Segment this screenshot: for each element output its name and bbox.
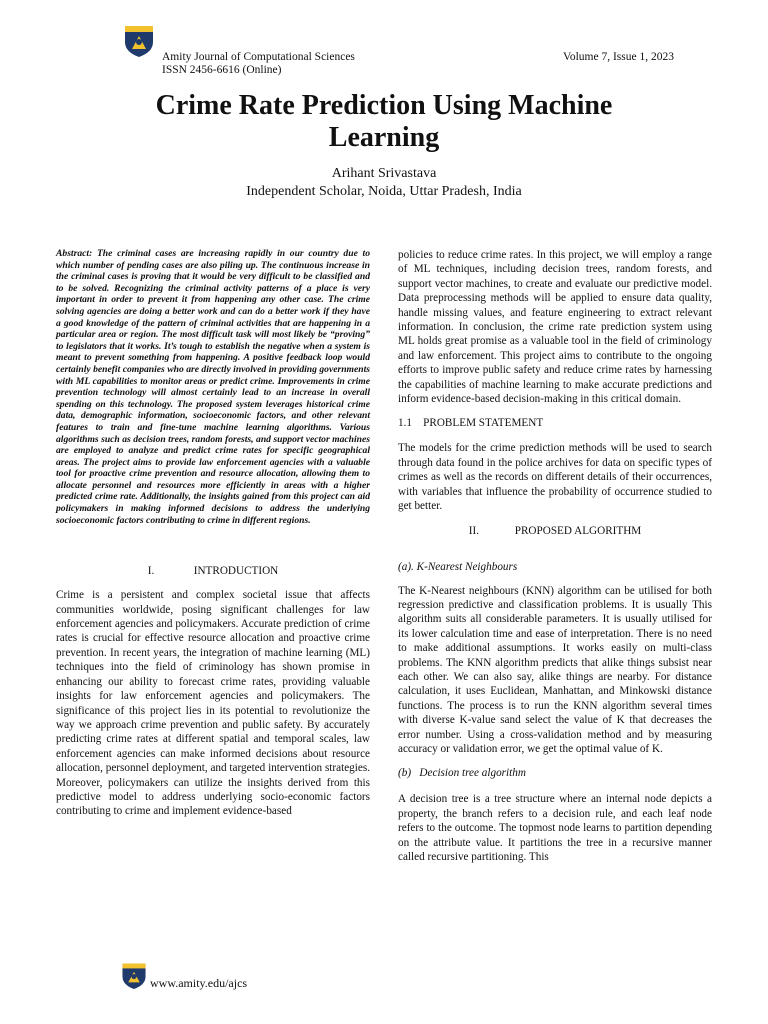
knn-text: The K-Nearest neighbours (KNN) algorithm can be utilised for both regression predictive and classification problems. It is usually This algorithm suits all considerable parameters. It is usually utilised for its lower calculation time and ease of interpretation. There is no need to make additional assumptions. It works easily on multi-class problems. The KNN algorithm predicts that alike things subsist near each other. We can also say, alike things are nearby. For distance calculation, it uses Euclidean, Manhattan, and Minkowski distance functions. The process is to run the KNN algorithm several times with diverse K-value sand select the value of K that decreases the error number. Using a cross-validation method and by measuring accuracy or validation error, we get the optimal value of K.: [398, 584, 712, 755]
amity-footer-logo: [120, 960, 148, 990]
author-block: [40, 166, 728, 200]
section-title: INTRODUCTION: [193, 565, 279, 578]
introduction-heading: [56, 564, 370, 578]
title-line-1: Crime Rate Prediction Using Machine: [155, 90, 613, 121]
section-number: II.: [468, 524, 479, 537]
amity-logo: [122, 22, 156, 58]
problem-statement-text: The models for the crime prediction methods will be used to search through data found in the police archives for data on specific types of crimes as well as the records on different details of their occurrences, with variables that influence the probability of occurrence studied to get better.: [398, 442, 712, 513]
decision-tree-heading: (b) Decision tree algorithm: [398, 767, 526, 780]
issn: ISSN 2456-6616 (Online): [162, 64, 282, 76]
decision-tree-text: A decision tree is a tree structure where an internal node depicts a property, the branch refers to a decision rule, and each leaf node refers to the outcome. The topmost node learns to partition depending on the attribute value. It partitions the tree in a recursive manner called recursive partitioning. This: [398, 793, 712, 863]
introduction-continuation: policies to reduce crime rates. In this project, we will employ a range of ML techniques, including decision trees, random forests, and support vector machines, to create and evaluate our predictive model. Data preprocessing methods will be applied to ensure data quality, handle missing values, and feature engineering to extract relevant information. In conclusion, the crime rate prediction system using ML holds great promise as a valuable tool in the field of criminology and law enforcement. This project aims to contribute to the ongoing efforts to improve public safety and reduce crime rates by harnessing the capabilities of machine learning to make accurate predictions and inform evidence-based decision-making in this critical domain.: [398, 249, 712, 406]
knn-heading: (a). K-Nearest Neighbours: [398, 560, 518, 573]
journal-url-link[interactable]: www.amity.edu/ajcs: [150, 976, 248, 990]
subsection-number: 1.1: [398, 417, 412, 430]
author-name: Arihant Srivastava: [331, 166, 437, 181]
title-line-2: Learning: [328, 122, 440, 153]
proposed-algorithm-heading: [398, 524, 712, 538]
subsection-title: PROBLEM STATEMENT: [423, 417, 544, 430]
journal-name: Amity Journal of Computational Sciences: [162, 51, 355, 63]
right-column: [398, 248, 712, 864]
section-number: I.: [147, 565, 155, 578]
introduction-text: Crime is a persistent and complex societal issue that affects communities worldwide, posing significant challenges for law enforcement agencies and policymakers. Accurate prediction of crime rates is crucial for effective resource allocation and proactive crime prevention. In recent years, the integration of machine learning (ML) techniques into the field of criminology has shown promise in enhancing our ability to forecast crime rates, providing valuable insights for law enforcement agencies and policymakers. The significance of this project lies in its potential to revolutionize the way we approach crime prevention and public safety. By accurately predicting crime rates at different spatial and temporal scales, law enforcement agencies can make informed decisions about resource allocation, personnel deployment, and targeted intervention strategies. Moreover, policymakers can utilize the insights derived from this predictive model to address underlying socio-economic factors contributing to crime and implement evidence-based: [56, 589, 370, 818]
left-column: [56, 248, 370, 819]
paper-title: [40, 90, 728, 154]
volume-issue: Volume 7, Issue 1, 2023: [563, 51, 674, 63]
section-title: PROPOSED ALGORITHM: [514, 524, 642, 537]
problem-statement-heading: [398, 416, 712, 430]
abstract: Abstract: The criminal cases are increasing rapidly in our country due to which number of pending cases are also piling up. The continuous increase in the criminal cases is proving that it would be very difficult to be classified and to be solved. Recognizing the criminal activity patterns of a place is very important in order to prevent it from happening any other case. The crime solving agencies are doing a better work and can do a better work if they have a good knowledge of the pattern of criminal activities that are happening in a particular area or region. The most difficult task will most likely be “proving” to legislators that it works. It’s tough to establish the negative when a system is meant to prevent something from happening. A positive feedback loop would certainly benefit companies who are directly involved in providing governments with ML capabilities to monitor areas or predict crime. Improvements in crime prevention technology will almost certainly lead to an increase in overall spending on this technology. The proposed system leverages historical crime data, demographic information, socioeconomic factors, and other relevant features to train and fine-tune machine learning algorithms. Various algorithms such as decision trees, random forests, and support vector machines are employed to analyze and predict crime rates for specific geographical areas. The project aims to provide law enforcement agencies with a valuable tool for proactive crime prevention and resource allocation, allowing them to allocate personnel and resources more efficiently in areas with a higher predicted crime rate. Additionally, the insights gained from this project can aid policymakers in making informed decisions to address the underlying socioeconomic factors contributing to crime in different regions.: [56, 248, 370, 526]
author-affiliation: Independent Scholar, Noida, Uttar Pradesh, India: [246, 184, 522, 199]
journal-info: [162, 51, 355, 77]
